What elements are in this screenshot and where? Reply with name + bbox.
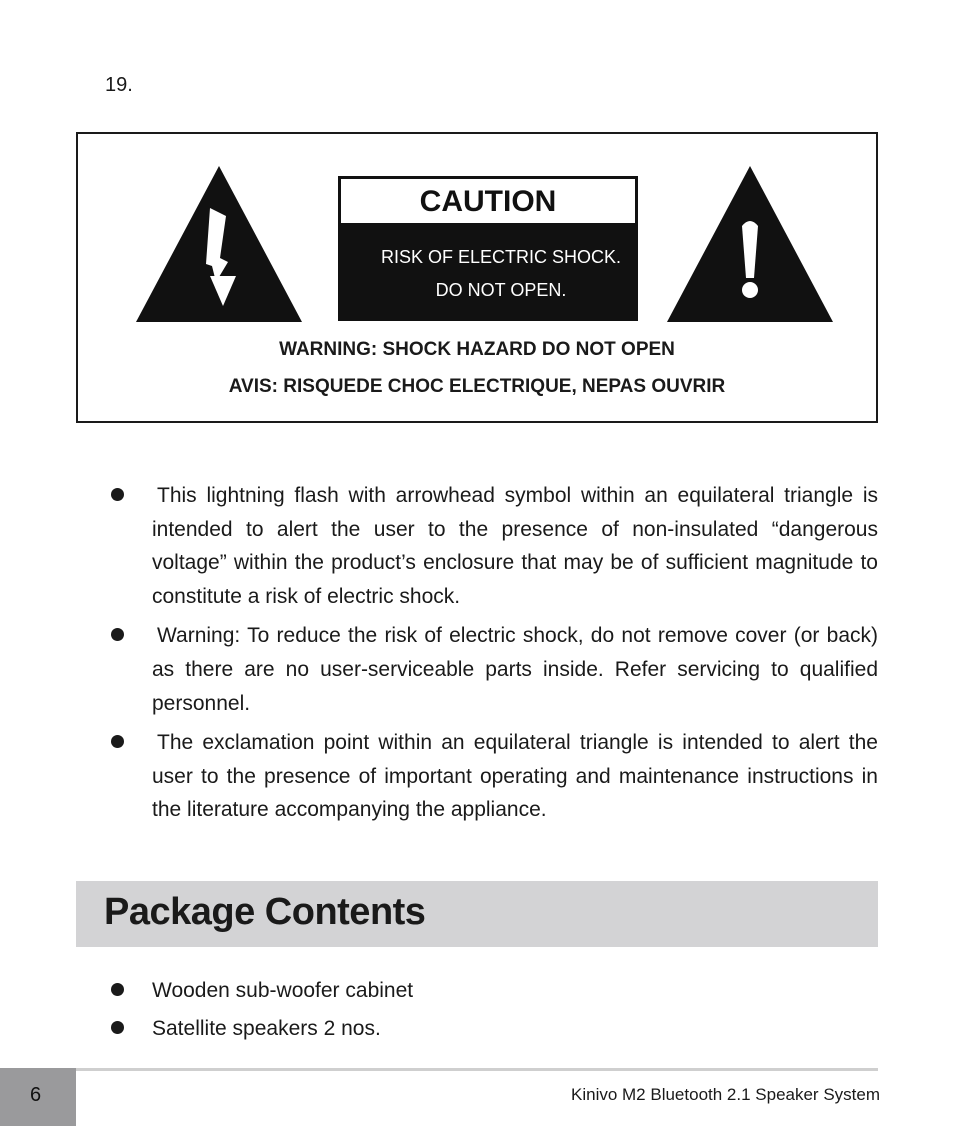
caution-line-2: DO NOT OPEN. bbox=[435, 280, 567, 300]
bullet-icon bbox=[111, 983, 124, 996]
lightning-triangle-icon bbox=[136, 166, 302, 322]
page-number-box bbox=[0, 1068, 76, 1126]
caution-label bbox=[338, 176, 638, 321]
caution-message bbox=[341, 223, 635, 307]
footer-title: Kinivo M2 Bluetooth 2.1 Speaker System bbox=[571, 1085, 880, 1104]
warning-box bbox=[76, 132, 878, 423]
section-title: Package Contents bbox=[104, 891, 426, 933]
bullet-icon bbox=[111, 1021, 124, 1034]
list-item: This lightning flash with arrowhead symbol within an equilateral triangle is intended to alert the user to the presence of non-insulated “dangerous voltage” within the product’s enclosure that may be of sufficient magnitude to constitute a risk of electric shock. bbox=[108, 479, 878, 613]
list-item: Satellite speakers 2 nos. bbox=[108, 1012, 878, 1046]
bullet-icon bbox=[111, 735, 124, 748]
list-item: Wooden sub-woofer cabinet bbox=[108, 974, 878, 1008]
bullet-icon bbox=[111, 488, 124, 501]
caution-line-1: RISK OF ELECTRIC SHOCK. bbox=[380, 247, 622, 267]
exclamation-triangle-icon bbox=[667, 166, 833, 322]
list-item: Warning: To reduce the risk of electric shock, do not remove cover (or back) as there are no user-serviceable parts inside. Refer servicing to qualified personnel. bbox=[108, 619, 878, 720]
safety-notes-list bbox=[108, 479, 878, 833]
page-number: 6 bbox=[30, 1084, 42, 1106]
warning-french: AVIS: RISQUEDE CHOC ELECTRIQUE, NEPAS OUVRIR bbox=[228, 376, 726, 397]
item-number: 19. bbox=[105, 74, 133, 96]
list-item: The exclamation point within an equilateral triangle is intended to alert the user to the presence of important operating and maintenance instructions in the literature accompanying the appliance. bbox=[108, 726, 878, 827]
caution-title: CAUTION bbox=[341, 179, 635, 223]
warning-english: WARNING: SHOCK HAZARD DO NOT OPEN bbox=[279, 339, 675, 360]
bullet-icon bbox=[111, 628, 124, 641]
package-contents-list bbox=[108, 974, 878, 1049]
section-header bbox=[76, 881, 878, 947]
footer-divider bbox=[76, 1068, 878, 1071]
